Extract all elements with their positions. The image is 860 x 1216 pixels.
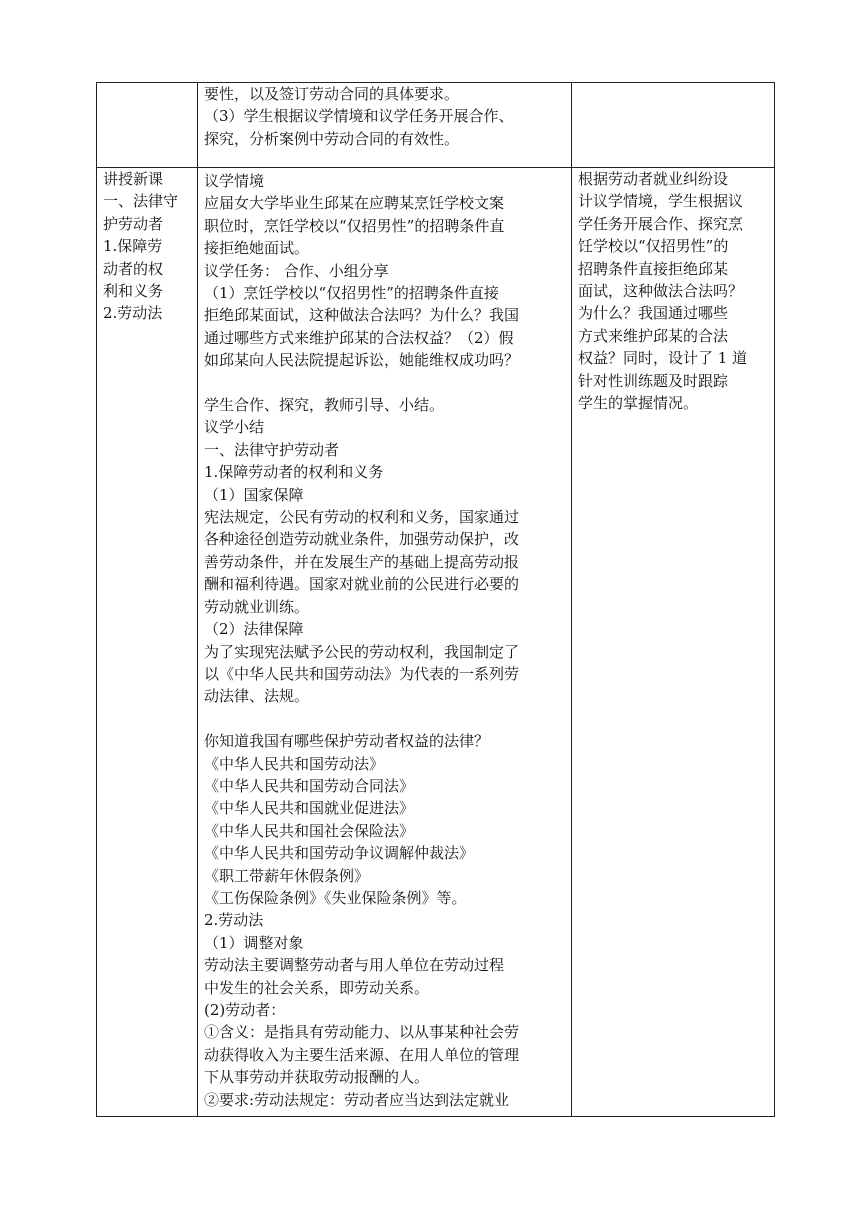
content-line: 探究，分析案例中劳动合同的有效性。	[204, 129, 460, 148]
design-line: 权益？同时，设计了 1 道	[578, 349, 748, 368]
blank-line	[204, 708, 565, 730]
content-line: 议学任务： 合作、小组分享	[204, 261, 389, 280]
content-line: 以《中华人民共和国劳动法》为代表的一系列劳	[204, 664, 520, 683]
content-line: 善劳动条件，并在发展生产的基础上提高劳动报	[204, 552, 520, 571]
table-row	[97, 168, 775, 1117]
design-intent-cell	[572, 168, 775, 1117]
stage-line: 2.劳动法	[103, 304, 163, 323]
content-line: 《中华人民共和国劳动法》	[204, 754, 385, 773]
content-line: 下从事劳动并获取劳动报酬的人。	[204, 1068, 430, 1087]
content-line: （1）调整对象	[204, 933, 304, 952]
content-line: （1）国家保障	[204, 485, 304, 504]
content-line: 动获得收入为主要生活来源、在用人单位的管理	[204, 1045, 520, 1064]
content-line: 学生合作、探究，教师引导、小结。	[204, 396, 445, 415]
content-line: 《中华人民共和国就业促进法》	[204, 799, 415, 818]
content-line: （3）学生根据议学情境和议学任务开展合作、	[204, 107, 514, 126]
content-line: 通过哪些方式来维护邱某的合法权益？（2）假	[204, 328, 514, 347]
content-line: ②要求:劳动法规定：劳动者应当达到法定就业	[204, 1090, 510, 1109]
content-line: 你知道我国有哪些保护劳动者权益的法律？	[204, 732, 490, 751]
design-line: 计议学情境，学生根据议	[578, 192, 744, 211]
design-line: 学生的掌握情况。	[578, 394, 699, 413]
content-line: 各种途径创造劳动就业条件，加强劳动保护，改	[204, 530, 520, 549]
stage-cell	[97, 168, 198, 1117]
blank-line	[204, 372, 565, 394]
activity-cell	[198, 168, 572, 1117]
design-line: 根据劳动者就业纠纷设	[578, 170, 729, 188]
stage-line: 讲授新课	[103, 170, 164, 188]
content-line: 如邱某向人民法院提起诉讼，她能维权成功吗？	[204, 351, 520, 370]
content-line: 职位时，烹饪学校以“仅招男性”的招聘条件直	[204, 216, 505, 235]
content-line: 要性，以及签订劳动合同的具体要求。	[204, 85, 460, 103]
content-line: （2）法律保障	[204, 620, 304, 639]
stage-line: 护劳动者	[103, 214, 164, 233]
stage-line: 一、法律守	[103, 192, 179, 211]
content-line: 宪法规定，公民有劳动的权利和义务，国家通过	[204, 508, 520, 527]
content-line: 拒绝邱某面试，这种做法合法吗？为什么？我国	[204, 306, 520, 325]
design-line: 面试，这种做法合法吗？	[578, 282, 744, 301]
content-line: 《工伤保险条例》《失业保险条例》等。	[204, 888, 467, 907]
content-line: 议学情境	[204, 172, 265, 190]
content-line: 《中华人民共和国社会保险法》	[204, 821, 415, 840]
content-line: 动法律、法规。	[204, 687, 310, 706]
content-line: 接拒绝她面试。	[204, 239, 310, 258]
stage-line: 1.保障劳	[103, 237, 163, 256]
content-line: 议学小结	[204, 418, 265, 437]
content-line: 为了实现宪法赋予公民的劳动权利，我国制定了	[204, 642, 520, 661]
stage-line: 动者的权	[103, 259, 164, 278]
design-line: 学任务开展合作、探究烹	[578, 214, 744, 233]
content-line: 《职工带薪年休假条例》	[204, 866, 370, 885]
content-line: (2)劳动者：	[204, 1001, 286, 1019]
content-line: 2.劳动法	[204, 911, 264, 930]
activity-cell	[198, 83, 572, 168]
design-line: 方式来维护邱某的合法	[578, 326, 729, 345]
content-line: 酬和福利待遇。国家对就业前的公民进行必要的	[204, 575, 520, 594]
stage-line: 利和义务	[103, 282, 164, 301]
content-line: （1）烹饪学校以“仅招男性”的招聘条件直接	[204, 284, 499, 303]
stage-cell-empty	[97, 83, 198, 168]
design-line: 招聘条件直接拒绝邱某	[578, 259, 729, 278]
content-line: 劳动就业训练。	[204, 597, 310, 616]
design-intent-cell-empty	[572, 83, 775, 168]
content-line: ①含义：是指具有劳动能力、以从事某种社会劳	[204, 1023, 520, 1042]
lesson-plan-table	[96, 82, 775, 1117]
content-line: 《中华人民共和国劳动争议调解仲裁法》	[204, 844, 475, 863]
content-line: 1.保障劳动者的权利和义务	[204, 463, 384, 482]
design-line: 为什么？我国通过哪些	[578, 304, 729, 323]
design-line: 饪学校以“仅招男性”的	[578, 237, 729, 256]
content-line: 劳动法主要调整劳动者与用人单位在劳动过程	[204, 956, 505, 975]
content-line: 一、法律守护劳动者	[204, 440, 340, 459]
table-row	[97, 83, 775, 168]
content-line: 应届女大学毕业生邱某在应聘某烹饪学校文案	[204, 194, 505, 213]
content-line: 《中华人民共和国劳动合同法》	[204, 776, 415, 795]
content-line: 中发生的社会关系，即劳动关系。	[204, 978, 430, 997]
design-line: 针对性训练题及时跟踪	[578, 371, 729, 390]
